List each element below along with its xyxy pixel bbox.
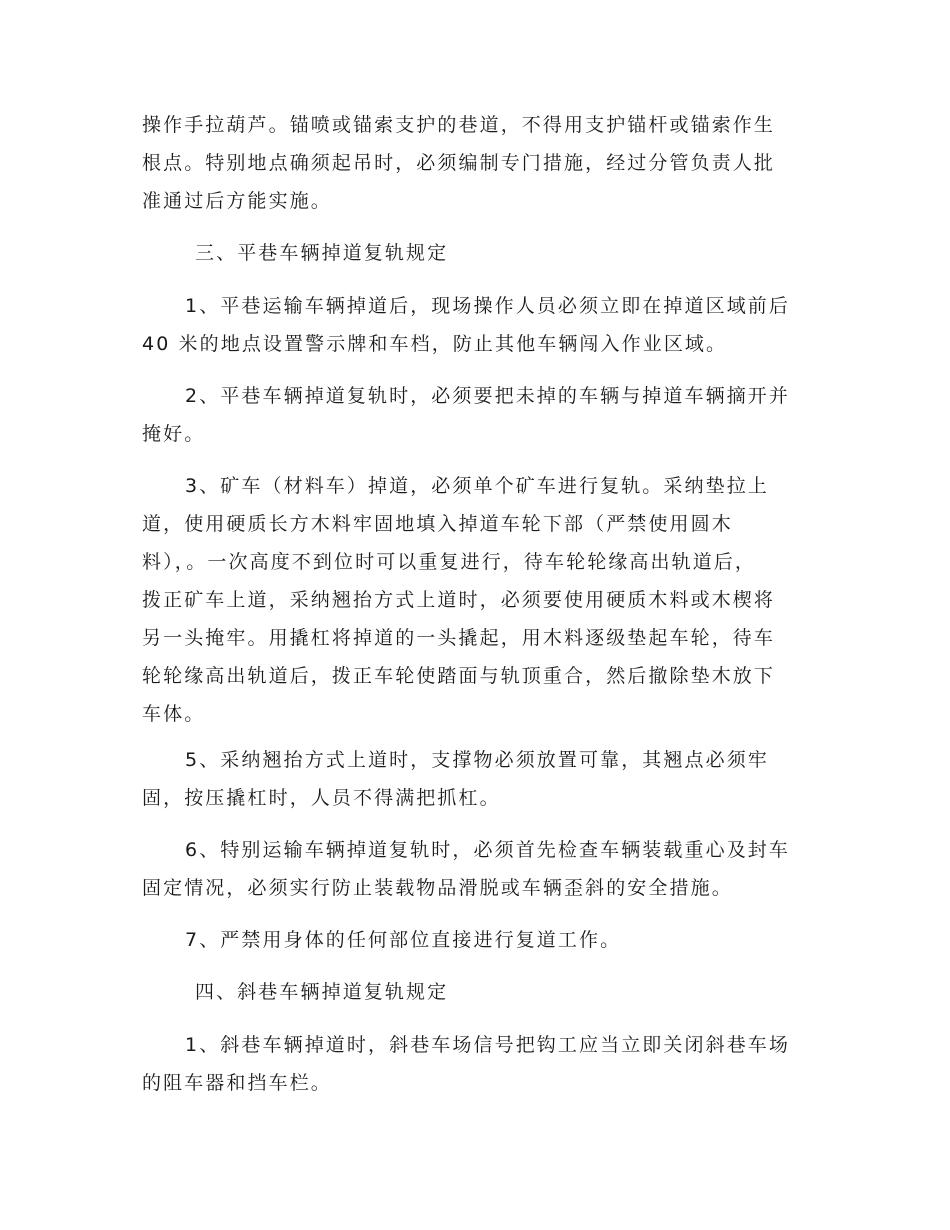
- text-line: 料），。一次高度不到位时可以重复进行，待车轮轮缘高出轨道后，: [142, 551, 757, 573]
- text-line: 6、特别运输车辆掉道复轨时，必须首先检查车辆装载重心及封车: [185, 839, 790, 861]
- text-line: 固，按压撬杠时，人员不得满把抓杠。: [142, 787, 501, 809]
- heading-text: 三、平巷车辆掉道复轨规定: [195, 242, 449, 264]
- text-line: 的阻车器和挡车栏。: [142, 1072, 332, 1094]
- text-line: 掩好。: [142, 423, 206, 445]
- paragraph-item-1: [142, 287, 812, 363]
- paragraph-item-7: [142, 921, 812, 959]
- text-line: 根点。特别地点确须起吊时，必须编制专门措施，经过分管负责人批: [142, 152, 776, 174]
- text-line: 准通过后方能实施。: [142, 190, 332, 212]
- paragraph-item-3: [142, 467, 812, 733]
- text-line: 道，使用硬质长方木料牢固地填入掉道车轮下部（严禁使用圆木: [142, 513, 733, 535]
- paragraph-item-5: [142, 741, 812, 817]
- text-line: 40 米的地点设置警示牌和车档，防止其他车辆闯入作业区域。: [142, 333, 728, 355]
- section-heading-3: [195, 234, 795, 272]
- paragraph-item-2: [142, 377, 812, 453]
- text-line: 固定情况，必须实行防止装载物品滑脱或车辆歪斜的安全措施。: [142, 877, 733, 899]
- text-line: 轮轮缘高出轨道后，拨正车轮使踏面与轨顶重合，然后撤除垫木放下: [142, 665, 776, 687]
- text-line: 另一头掩牢。用撬杠将掉道的一头撬起，用木料逐级垫起车轮，待车: [142, 627, 776, 649]
- text-line: 1、斜巷车辆掉道时，斜巷车场信号把钩工应当立即关闭斜巷车场: [185, 1034, 790, 1056]
- paragraph-continuation: [142, 106, 812, 220]
- heading-text: 四、斜巷车辆掉道复轨规定: [195, 981, 449, 1003]
- text-line: 1、平巷运输车辆掉道后，现场操作人员必须立即在掉道区域前后: [185, 295, 790, 317]
- text-line: 2、平巷车辆掉道复轨时，必须要把未掉的车辆与掉道车辆摘开并: [185, 385, 790, 407]
- text-line: 车体。: [142, 703, 206, 725]
- text-line: 7、严禁用身体的任何部位直接进行复道工作。: [185, 929, 622, 951]
- text-line: 拨正矿车上道，采纳翘抬方式上道时，必须要使用硬质木料或木楔将: [142, 589, 776, 611]
- paragraph-item-6: [142, 831, 812, 907]
- text-line: 3、矿车（材料车）掉道，必须单个矿车进行复轨。采纳垫拉上: [185, 475, 769, 497]
- text-line: 操作手拉葫芦。锚喷或锚索支护的巷道，不得用支护锚杆或锚索作生: [142, 114, 776, 136]
- text-line: 5、采纳翘抬方式上道时，支撑物必须放置可靠，其翘点必须牢: [185, 749, 769, 771]
- paragraph-item-8: [142, 1026, 812, 1102]
- section-heading-4: [195, 973, 795, 1011]
